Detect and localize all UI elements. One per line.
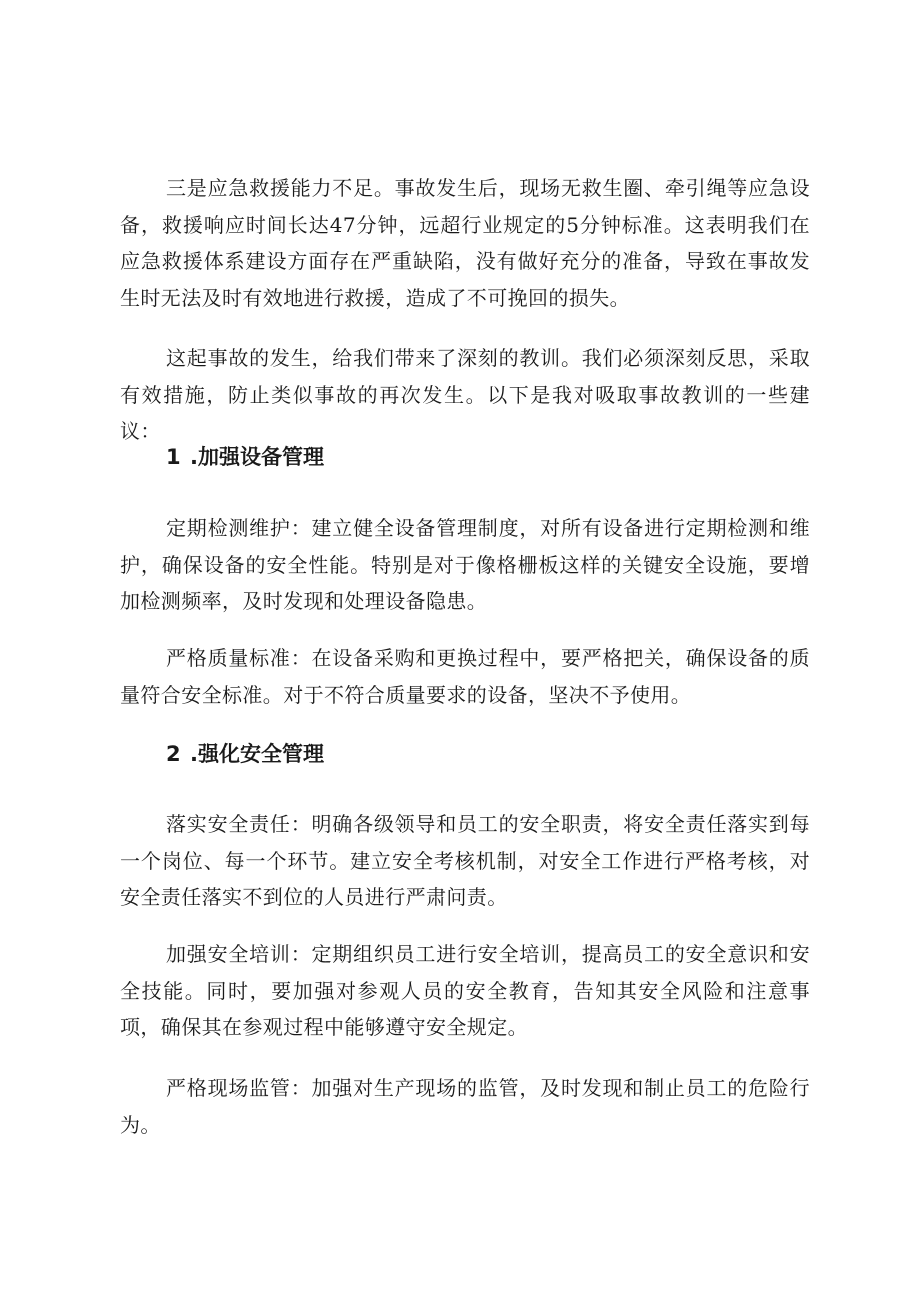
- section-heading-equipment: [166, 442, 324, 472]
- paragraph-site-supervision: 严格现场监管：加强对生产现场的监管，及时发现和制止员工的危险行为。: [120, 1076, 810, 1137]
- section-title: .强化安全管理: [190, 742, 324, 766]
- paragraph-safety-training: 加强安全培训：定期组织员工进行安全培训，提高员工的安全意识和安全技能。同时，要加强对参观人员的安全教育，告知其安全风险和注意事项，确保其在参观过程中能够遵守安全规定。: [120, 942, 810, 1039]
- paragraph-lessons-intro: 这起事故的发生，给我们带来了深刻的教训。我们必须深刻反思，采取有效措施，防止类似事故的再次发生。以下是我对吸取事故教训的一些建议：: [120, 346, 810, 443]
- section-number: 2: [166, 742, 181, 766]
- section-heading-safety: [166, 739, 324, 769]
- paragraph-regular-inspection: 定期检测维护：建立健全设备管理制度，对所有设备进行定期检测和维护，确保设备的安全性能。特别是对于像格栅板这样的关键安全设施，要增加检测频率，及时发现和处理设备隐患。: [120, 516, 810, 613]
- paragraph-safety-responsibility: 落实安全责任：明确各级领导和员工的安全职责，将安全责任落实到每一个岗位、每一个环节。建立安全考核机制，对安全工作进行严格考核，对安全责任落实不到位的人员进行严肃问责。: [120, 812, 810, 909]
- paragraph-emergency-rescue: 三是应急救援能力不足。事故发生后，现场无救生圈、牵引绳等应急设备，救援响应时间长达47分钟，远超行业规定的5分钟标准。这表明我们在应急救援体系建设方面存在严重缺陷，没有做好充分的准备，导致在事故发生时无法及时有效地进行救援，造成了不可挽回的损失。: [120, 176, 810, 310]
- section-title: .加强设备管理: [190, 445, 324, 469]
- section-number: 1: [166, 445, 181, 469]
- paragraph-quality-standards: 严格质量标准：在设备采购和更换过程中，要严格把关，确保设备的质量符合安全标准。对于不符合质量要求的设备，坚决不予使用。: [120, 646, 810, 707]
